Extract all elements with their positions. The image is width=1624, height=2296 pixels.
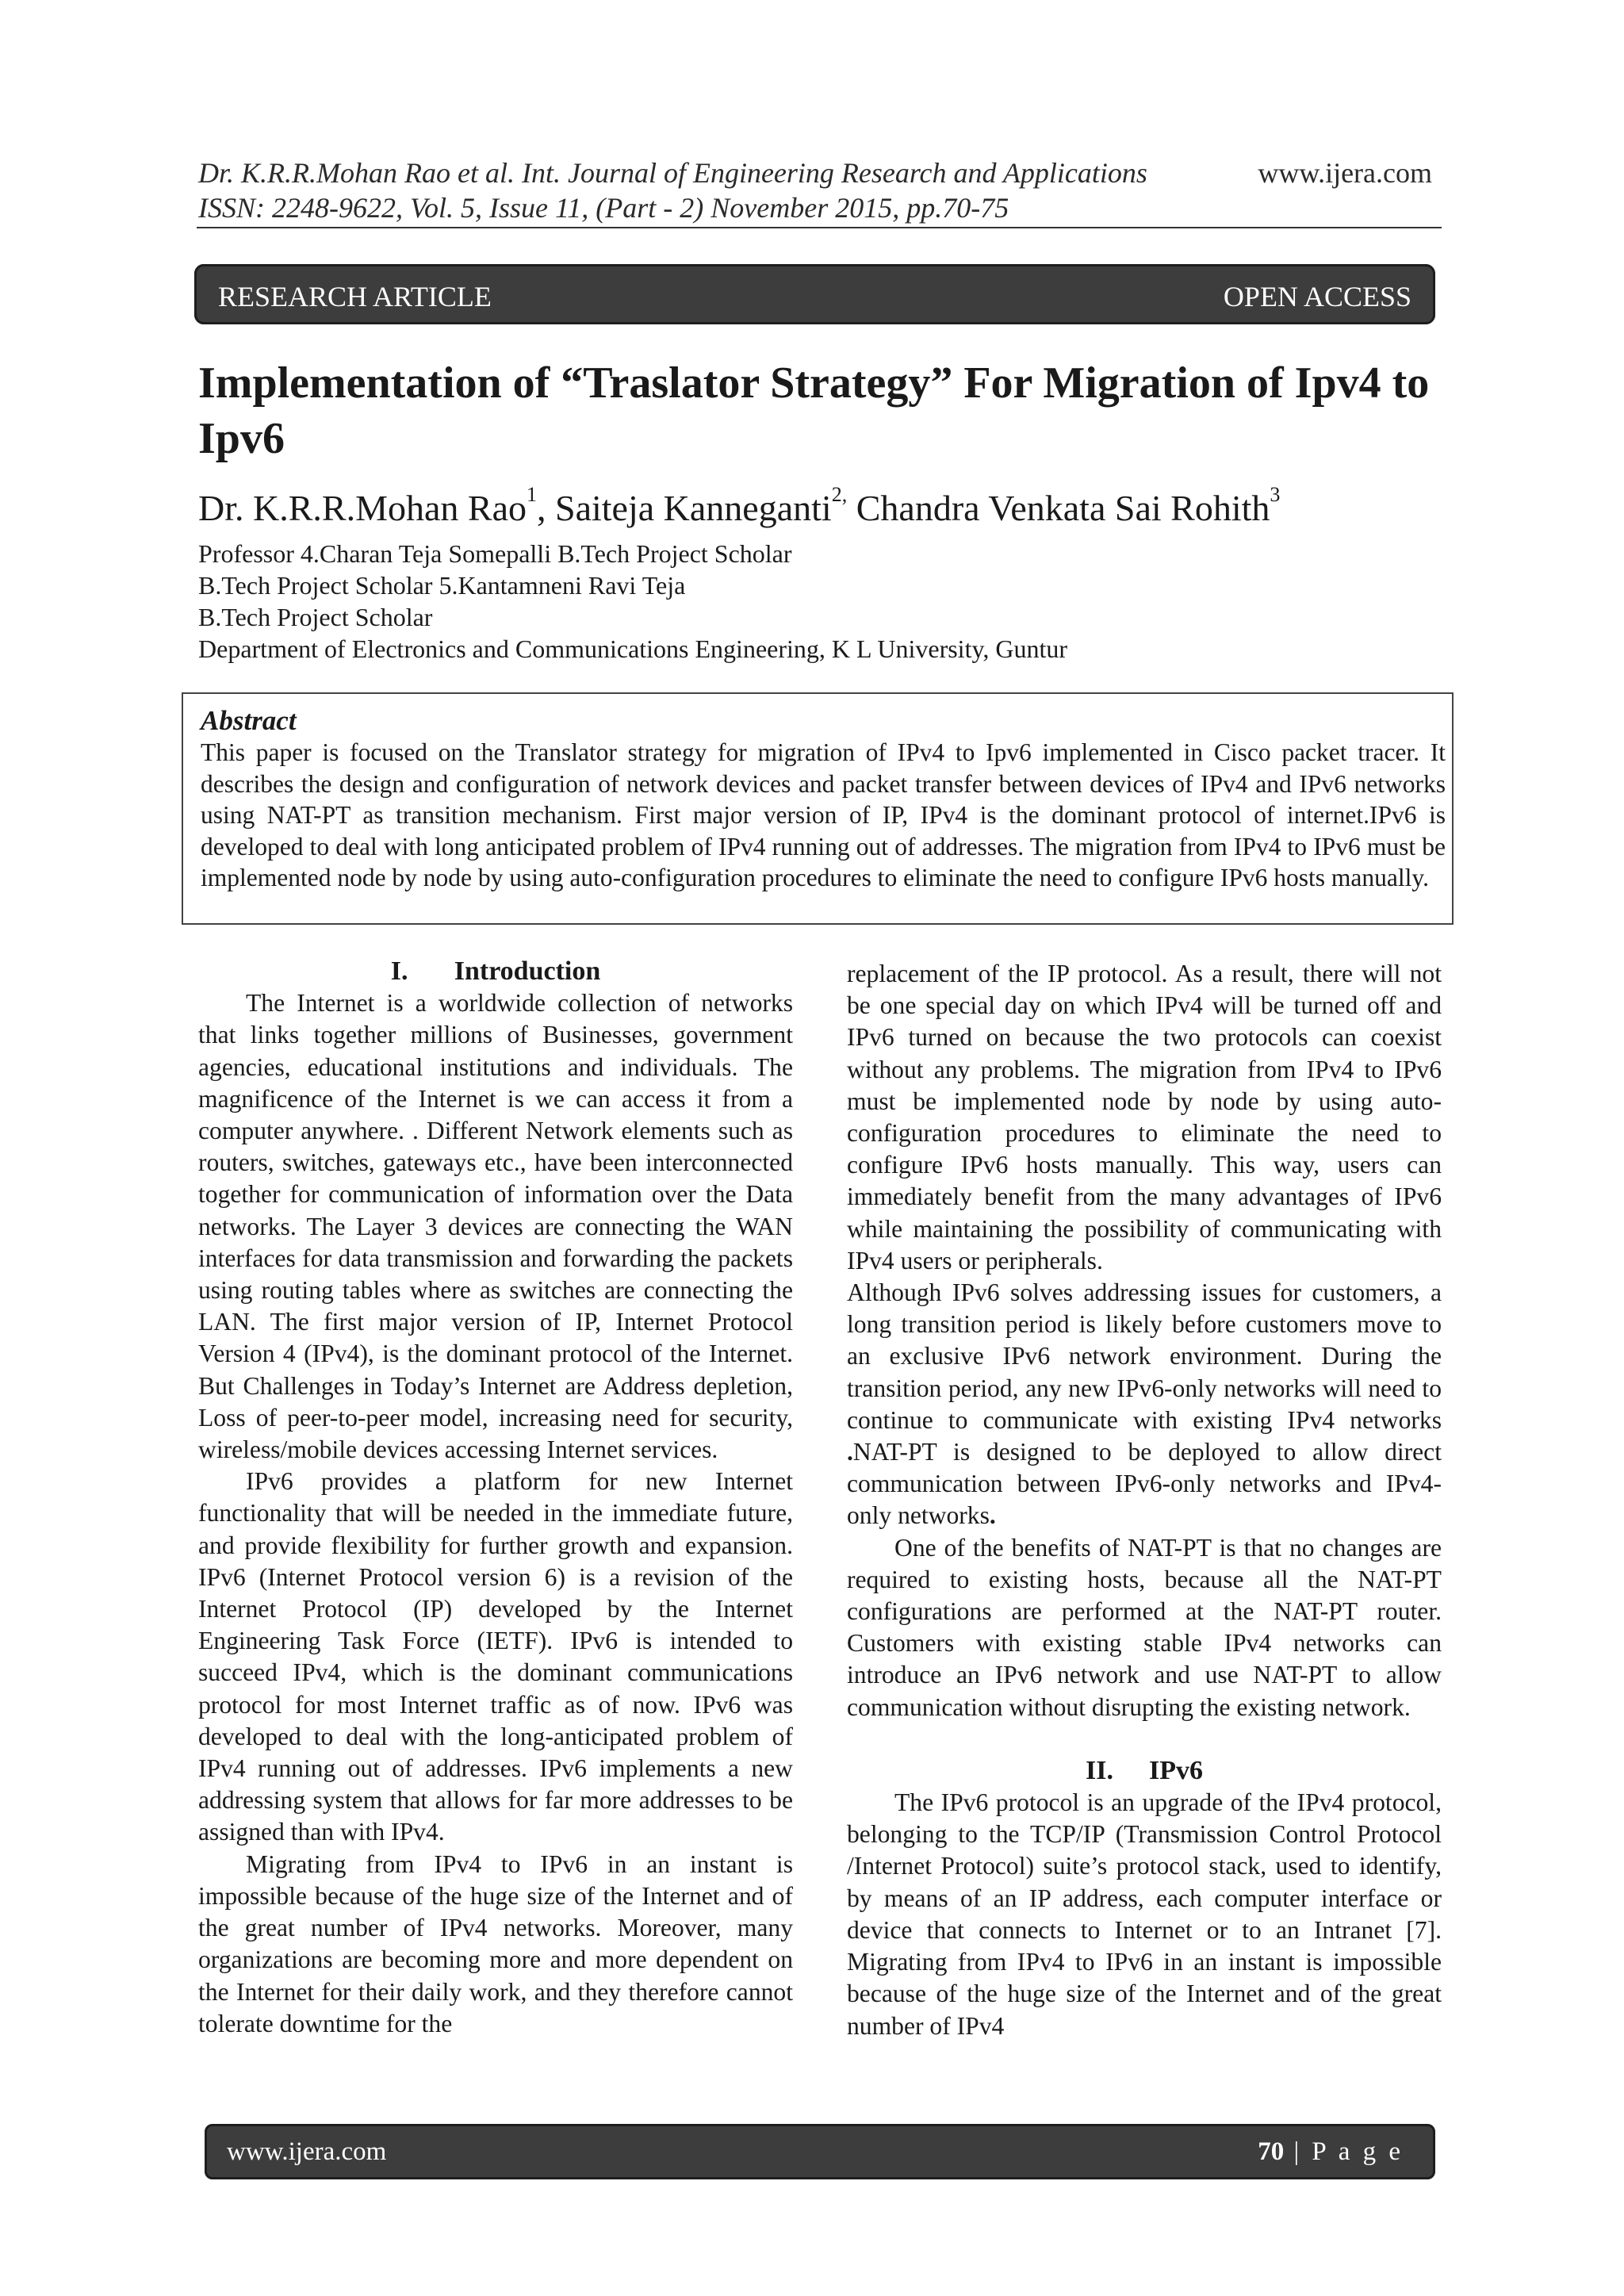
- affiliation-line: Department of Electronics and Communications Engineering, K L University, Guntur: [198, 634, 1068, 663]
- abstract-text: This paper is focused on the Translator strategy for migration of IPv4 to Ipv6 implemented in Cisco packet tracer. It describes the design and configuration of network devices and packet transfer between devices of IPv4 and IPv6 networks using NAT-PT as transition mechanism. First major version of IP, IPv4 is the dominant protocol of internet.IPv6 is developed to deal with long anticipated problem of IPv4 running out of addresses. The migration from IPv4 to IPv6 must be implemented node by node by using auto-configuration procedures to eliminate the need to configure IPv6 hosts manually.: [201, 738, 1446, 892]
- right-column: [847, 958, 1442, 2042]
- section-spacer: [847, 1723, 1442, 1755]
- section-title: Introduction: [454, 956, 601, 986]
- paragraph: [847, 1277, 1442, 1532]
- section-title: IPv6: [1149, 1755, 1203, 1785]
- page-footer: [205, 2124, 1435, 2179]
- paragraph: Migrating from IPv4 to IPv6 in an instant is impossible because of the huge size of the Internet and of the great number of IPv4 networks. Moreover, many organizations are becoming more and more dependent on the Internet for their daily work, and they therefore cannot tolerate downtime for the: [198, 1849, 793, 2037]
- affiliation-line: Professor 4.Charan Teja Somepalli B.Tech Project Scholar: [198, 539, 792, 568]
- header-rule: [197, 227, 1442, 228]
- abstract-box: [182, 692, 1454, 925]
- issn-line: ISSN: 2248-9622, Vol. 5, Issue 11, (Part - 2) November 2015, pp.70-75: [198, 192, 1009, 224]
- paragraph-text: Although IPv6 solves addressing issues for customers, a long transition period is likely before customers move to an exclusive IPv6 network environment. During the transition period, any new IPv6-only networks will need to continue to communicate with existing IPv4 networks: [847, 1278, 1442, 1434]
- open-access-label: OPEN ACCESS: [1223, 281, 1411, 312]
- left-column: [198, 956, 793, 2040]
- section-number: II.: [1086, 1755, 1113, 1785]
- affiliation-line: B.Tech Project Scholar 5.Kantamneni Ravi Teja: [198, 571, 686, 600]
- journal-line: Dr. K.R.R.Mohan Rao et al. Int. Journal of Engineering Research and Applications: [198, 157, 1147, 189]
- paragraph: replacement of the IP protocol. As a result, there will not be one special day on which IPv4 will be turned off and IPv6 turned on because the two protocols can coexist without any problems. The migration from IPv4 to IPv6 must be implemented node by node by using auto-configuration procedures to eliminate the need to configure IPv6 hosts manually. This way, users can immediately benefit from the many advantages of IPv6 while maintaining the possibility of communicating with IPv4 users or peripherals.: [847, 960, 1442, 1274]
- section-heading-introduction: [198, 956, 793, 987]
- abstract-heading: Abstract: [201, 705, 297, 736]
- page-label: | P a g e: [1284, 2137, 1404, 2166]
- author-3: Chandra Venkata Sai Rohith: [847, 488, 1270, 528]
- paragraph: One of the benefits of NAT-PT is that no changes are required to existing hosts, because all the NAT-PT configurations are performed at the NAT-PT router. Customers with existing stable IPv4 networks can introduce an IPv6 network and use NAT-PT to allow communication without disrupting the existing network.: [847, 1533, 1442, 1721]
- paragraph-text: NAT-PT is designed to be deployed to allow direct communication between IPv6-only networks and IPv4-only networks: [847, 1438, 1442, 1530]
- journal-website[interactable]: www.ijera.com: [1258, 157, 1432, 189]
- paragraph: The IPv6 protocol is an upgrade of the IPv4 protocol, belonging to the TCP/IP (Transmission Control Protocol /Internet Protocol) suite’s protocol stack, used to identify, by means of an IP address, each computer interface or device that connects to Internet or to an Intranet [7]. Migrating from IPv4 to IPv6 in an instant is impossible because of the huge size of the Internet and of the great number of IPv4: [847, 1788, 1442, 2040]
- author-2-sup: 2,: [831, 483, 848, 506]
- paragraph: IPv6 provides a platform for new Internet functionality that will be needed in the immediate future, and provide flexibility for further growth and expansion. IPv6 (Internet Protocol version 6) is a revision of the Internet Protocol (IP) developed by the Internet Engineering Task Force (IETF). IPv6 is intended to succeed IPv4, which is the dominant communications protocol for most Internet traffic as of now. IPv6 was developed to deal with the long-anticipated problem of IPv4 running out of addresses. IPv6 implements a new addressing system that allows for far more addresses to be assigned than with IPv4.: [198, 1467, 793, 1846]
- research-article-label: RESEARCH ARTICLE: [218, 281, 492, 312]
- page-number-value: 70: [1258, 2137, 1285, 2166]
- bold-period: .: [847, 1438, 853, 1466]
- author-1: Dr. K.R.R.Mohan Rao: [198, 488, 527, 528]
- article-type-banner: [194, 264, 1435, 324]
- author-3-sup: 3: [1270, 483, 1281, 506]
- author-1-sup: 1: [527, 483, 537, 506]
- page-number: [1258, 2137, 1404, 2167]
- author-2: , Saiteja Kanneganti: [537, 488, 832, 528]
- footer-website[interactable]: www.ijera.com: [227, 2137, 387, 2166]
- section-heading-ipv6: [847, 1755, 1442, 1787]
- paragraph: The Internet is a worldwide collection of networks that links together millions of Businesses, government agencies, educational institutions and individuals. The magnificence of the Internet is we can access it from a computer anywhere. . Different Network elements such as routers, switches, gateways etc., have been interconnected together for communication of information over the Data networks. The Layer 3 devices are connecting the WAN interfaces for data transmission and forwarding the packets using routing tables where as switches are connecting the LAN. The first major version of IP, Internet Protocol Version 4 (IPv4), is the dominant protocol of the Internet. But Challenges in Today’s Internet are Address depletion, Loss of peer-to-peer model, increasing need for security, wireless/mobile devices accessing Internet services.: [198, 989, 793, 1464]
- affiliation-line: B.Tech Project Scholar: [198, 603, 433, 631]
- author-line: [198, 483, 1281, 528]
- section-number: I.: [390, 956, 408, 986]
- bold-period: .: [989, 1501, 996, 1530]
- paper-title: Implementation of “Traslator Strategy” For Migration of Ipv4 to Ipv6: [198, 358, 1430, 463]
